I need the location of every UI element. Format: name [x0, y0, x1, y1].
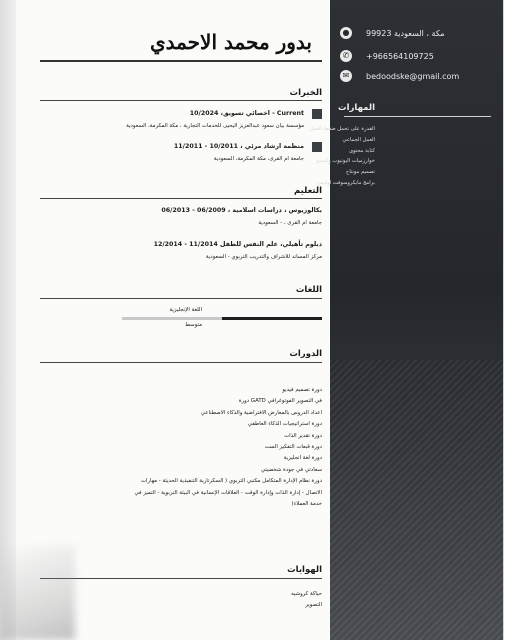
- candidate-name: بدور محمد الاحمدي: [149, 30, 312, 54]
- language-level-fill: [222, 317, 322, 320]
- scan-noise: [330, 360, 503, 640]
- mail-icon: ✉: [340, 70, 352, 82]
- course-item: الاتصال - إدارة الذات وإدارة الوقت - العلاقات الإنسانية في البيئة التربوية - التميز في: [134, 489, 322, 496]
- course-item: دورة نظام الإدارة المتكامل مكتبي التربوي ( السكرتارية التنفيذية الحديثة - مهارات: [140, 478, 322, 485]
- hobby-item: التصوير: [305, 602, 322, 608]
- scan-edge: [503, 0, 518, 640]
- phone-text[interactable]: +966564109725: [366, 51, 434, 61]
- bullet-square: [312, 109, 322, 119]
- experience-title: منظمة ارشاد مرئي ، 10/2011 - 11/2011: [173, 143, 304, 150]
- course-item: دورة لغة انجليزية: [283, 455, 322, 462]
- education-degree: بكالوريوس ، دراسات اسلامية ، 06/2009 - 06/2013: [161, 207, 322, 214]
- scan-edge: [0, 0, 16, 640]
- contact-location: [340, 26, 497, 40]
- course-item: اعداد الدروس بالمعارض الافتراضية والذكاء الاصطناعي: [200, 409, 322, 416]
- language-name: اللغة الإنجليزية: [169, 307, 202, 313]
- divider: [40, 298, 322, 299]
- divider: [40, 198, 322, 199]
- course-item: دورة تصميم فيديو: [282, 387, 322, 393]
- divider: [344, 116, 491, 117]
- language-level: متوسط: [185, 322, 202, 328]
- divider: [40, 60, 322, 62]
- languages-heading: اللغات: [295, 285, 322, 295]
- education-institution: مركز المساند للاشراف والتدريب التربوي - السعودية: [205, 254, 322, 260]
- experience-title: Current - اخصائي تسويق، 10/2024: [189, 110, 304, 117]
- education-degree: دبلوم تأهيلي، علم النفس للطفل 11/2014 - 12/2014: [153, 241, 322, 248]
- experience-org: جامعة ام القرى، مكة المكرمة، السعودية: [213, 156, 304, 162]
- experience-heading: الخبرات: [289, 88, 322, 98]
- email-text[interactable]: bedoodske@gmail.com: [366, 71, 460, 81]
- map-pin-icon: ●: [340, 27, 352, 39]
- bullet-square: [312, 142, 322, 152]
- hobbies-heading: الهوايات: [287, 565, 322, 575]
- courses-list: [135, 385, 322, 510]
- skill-item: تصميم مونتاج: [345, 169, 375, 176]
- course-item: دورة استراتيجيات الذكاء العاطفي: [247, 421, 322, 428]
- experience-org: مؤسسة بيان سعود عبدالعزيز اليحيى للخدمات التجارية ، مكة المكرمة، السعودية: [126, 123, 304, 129]
- course-item: خدمة العملاء): [291, 501, 322, 508]
- hobbies-list: [291, 589, 322, 611]
- skill-item: كتابة محتوى: [349, 147, 375, 154]
- courses-heading: الدورات: [289, 349, 322, 359]
- divider: [40, 100, 322, 101]
- contact-email: [340, 69, 497, 83]
- course-item: دورة قبعات التفكير الست: [264, 444, 322, 451]
- main-column: [40, 0, 322, 640]
- skill-item: خوارزميات اليوتيوب والسيو: [316, 158, 375, 165]
- education-heading: التعليم: [294, 186, 322, 196]
- skill-item: القدرة على تحمل ضغط العمل: [309, 126, 375, 132]
- phone-icon: ✆: [340, 50, 352, 62]
- hobby-item: حياكة كروشيه: [291, 591, 322, 597]
- location-text: مكة ، السعودية 99923: [366, 28, 445, 38]
- skills-heading: المهارات: [338, 103, 375, 113]
- skill-item: العمل الجماعي: [342, 136, 375, 143]
- contact-phone: [340, 49, 497, 63]
- divider: [40, 578, 322, 579]
- education-institution: جامعة ام القرى ، - السعودية: [258, 220, 322, 226]
- skill-item: برامج مايكروسوفت اوفيس: [316, 179, 375, 186]
- language-level-bar: [122, 317, 322, 320]
- course-item: في التصوير الفوتوغرافي GATD دورة: [238, 398, 322, 405]
- divider: [40, 362, 322, 363]
- course-item: دورة تقدير الذات: [284, 432, 322, 439]
- course-item: سعادتي في جودة شخصيتي: [260, 466, 322, 473]
- scan-shadow: [0, 545, 75, 640]
